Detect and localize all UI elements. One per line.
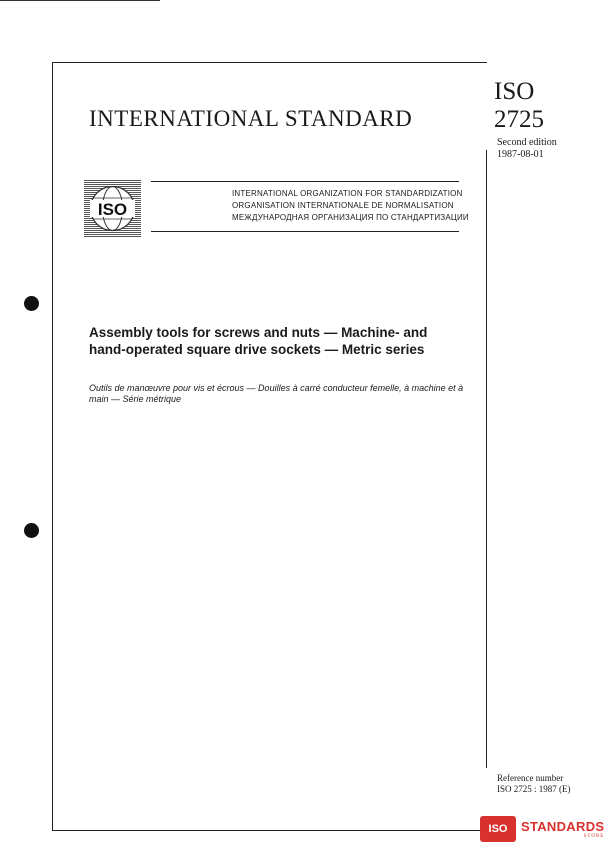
stamp-subtext: STORE (583, 833, 604, 839)
edition-block (497, 137, 557, 161)
org-name-en: INTERNATIONAL ORGANIZATION FOR STANDARDIZATION (232, 189, 463, 198)
standards-store-stamp (480, 816, 604, 842)
document-type: INTERNATIONAL STANDARD (89, 106, 413, 131)
org-name-ru: МЕЖДУНАРОДНАЯ ОРГАНИЗАЦИЯ ПО СТАНДАРТИЗАЦИИ (232, 213, 469, 222)
org-rule-top (151, 181, 459, 182)
edition-date: 1987-08-01 (497, 149, 544, 160)
reference-label: Reference number (497, 773, 564, 783)
org-name-fr: ORGANISATION INTERNATIONALE DE NORMALISATION (232, 201, 454, 210)
iso-label: ISO (494, 78, 535, 105)
stamp-text-block (516, 820, 604, 839)
logo-text: ISO (97, 200, 128, 219)
reference-block (497, 773, 571, 795)
edition: Second edition (497, 137, 557, 148)
document-title (89, 324, 427, 358)
org-rule-bottom (151, 231, 459, 232)
title-line-1: Assembly tools for screws and nuts — Machine- and (89, 325, 428, 340)
standard-number: 2725 (494, 106, 544, 133)
punch-hole-top (24, 296, 39, 311)
iso-globe-logo (84, 180, 141, 237)
stamp-text: STANDARDS (521, 818, 604, 834)
stamp-logo: ISO (480, 816, 516, 842)
french-title: Outils de manœuvre pour vis et écrous — Douilles à carré conducteur femelle, à machine et à main — Série métrique (89, 383, 464, 404)
reference-number: ISO 2725 : 1987 (E) (497, 784, 571, 794)
title-line-2: hand-operated square drive sockets — Metric series (89, 342, 425, 357)
top-edge-rule (0, 0, 160, 1)
punch-hole-bottom (24, 523, 39, 538)
cover-frame-right-rule (486, 150, 487, 768)
organization-names (232, 188, 469, 224)
cover-frame (52, 62, 487, 831)
